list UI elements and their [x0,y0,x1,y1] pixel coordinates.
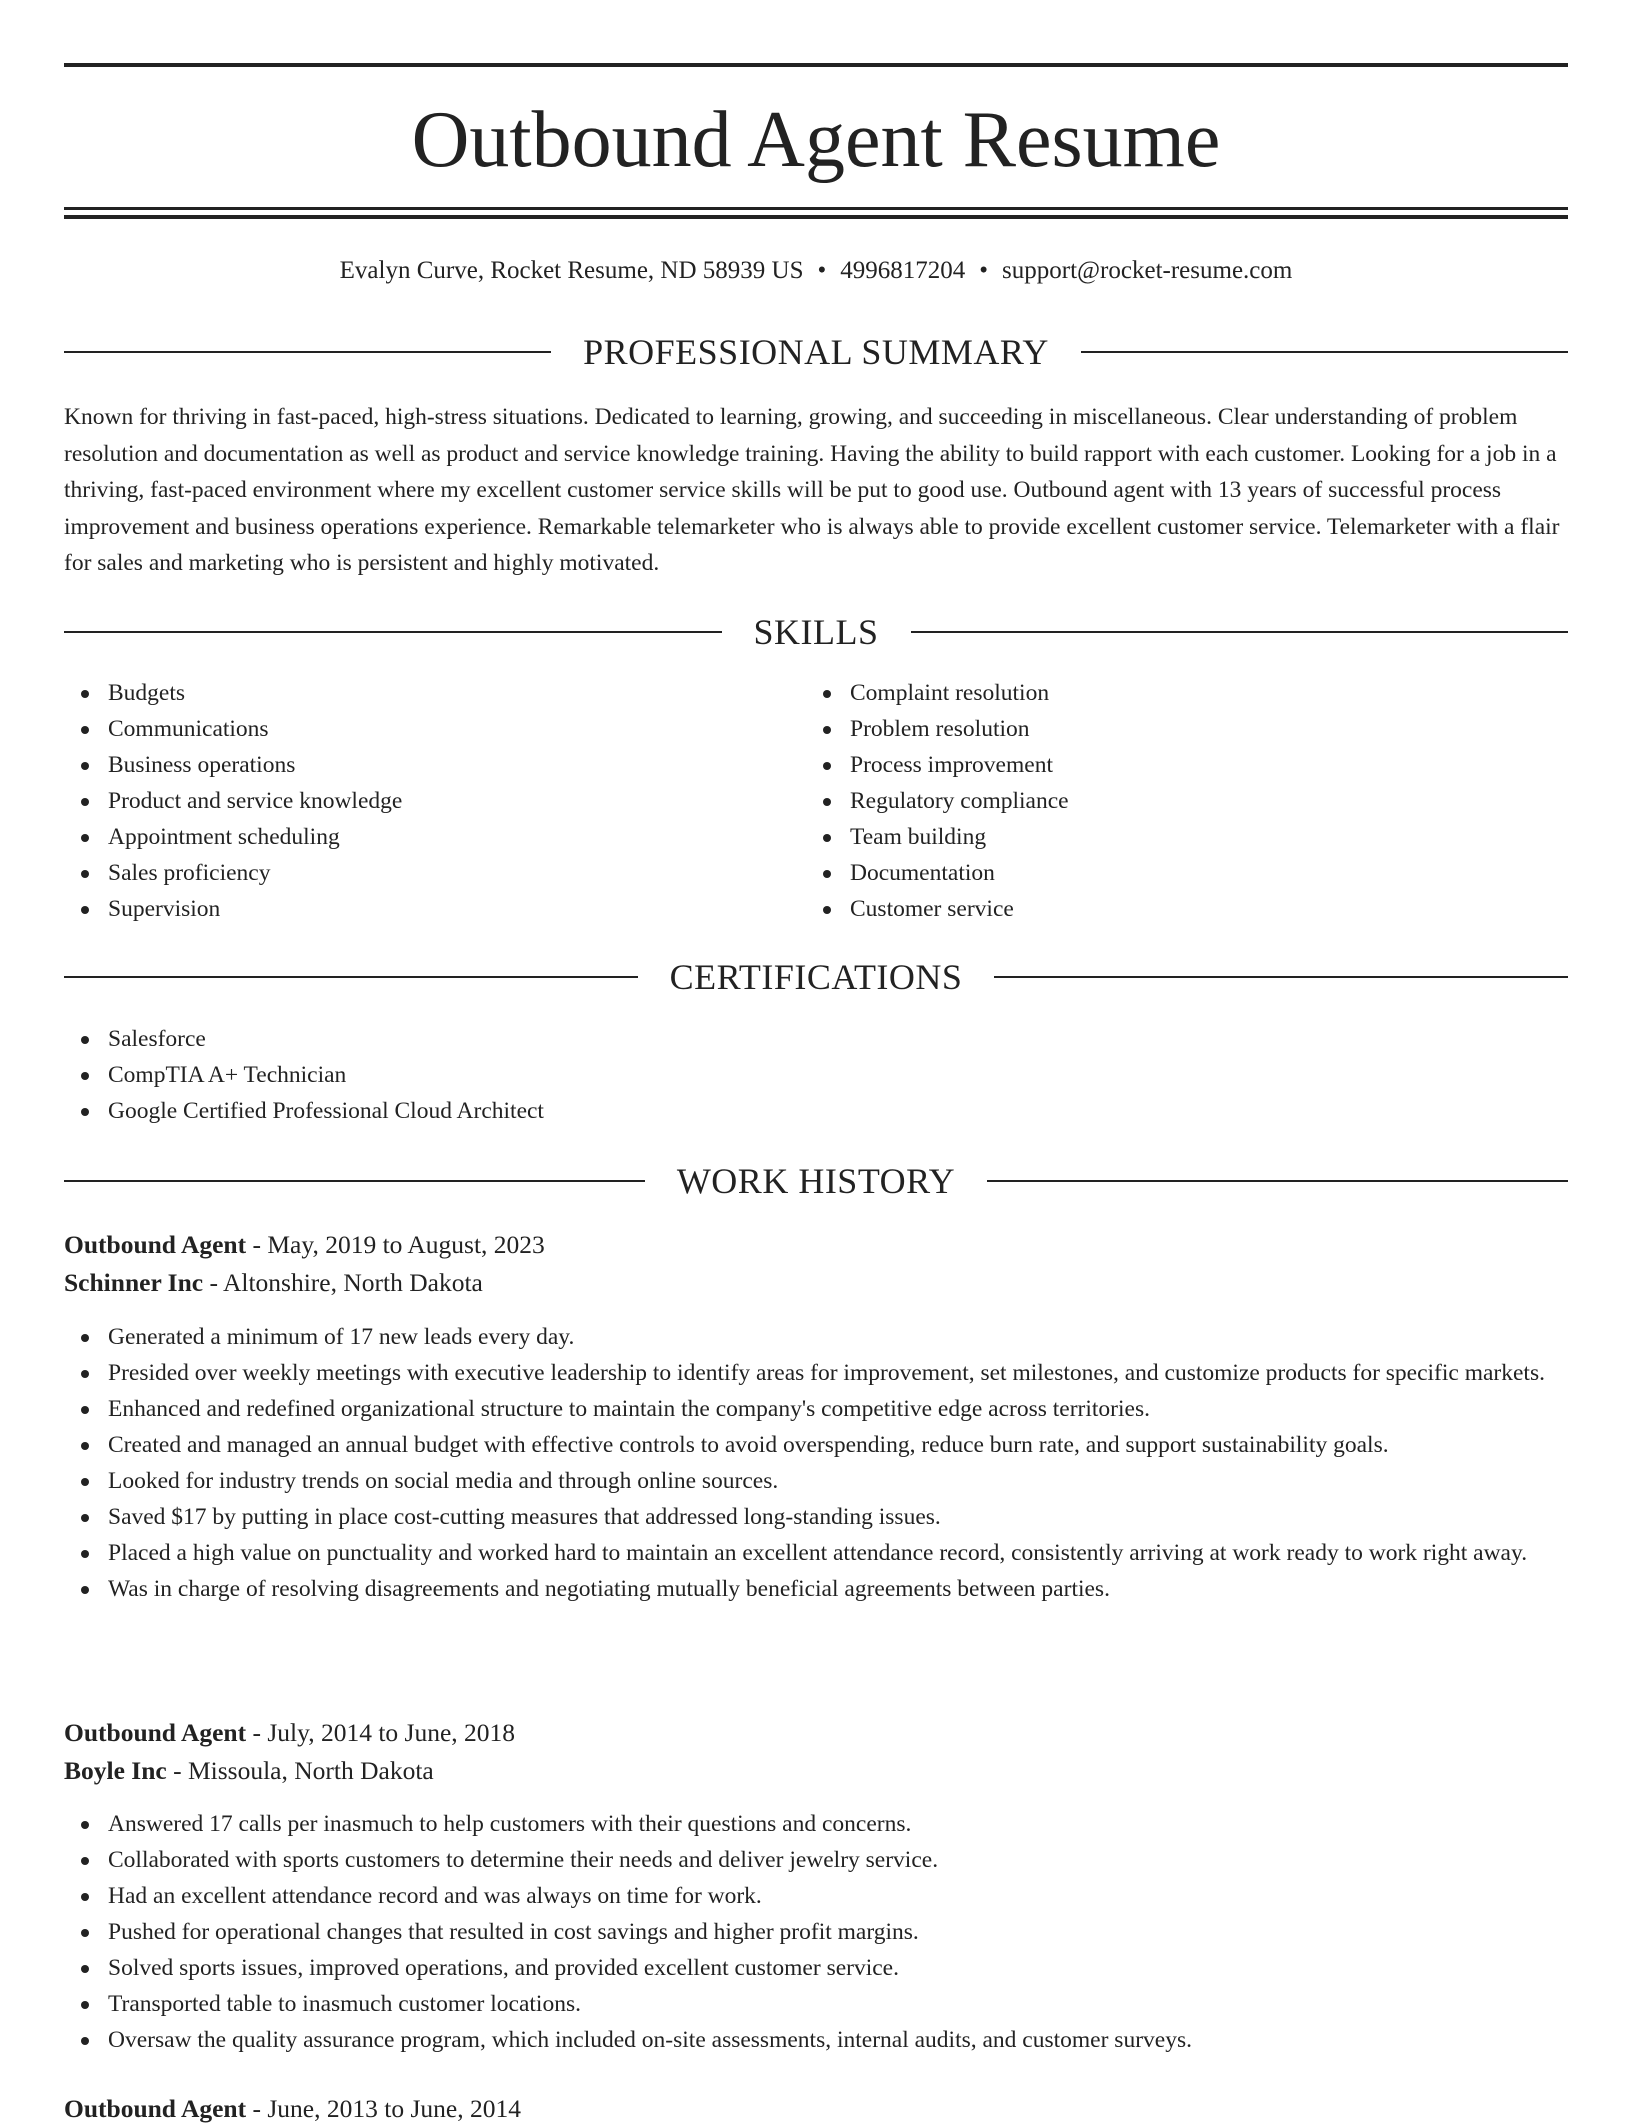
skill-item: Appointment scheduling [64,819,804,855]
contact-line [64,254,1568,288]
heading-rule [911,631,1569,633]
skill-item: Regulatory compliance [806,783,1566,819]
skill-item: Business operations [64,747,804,783]
work-history-heading [64,1159,1568,1203]
heading-rule [1081,351,1568,353]
job-title: Outbound Agent [64,1230,247,1259]
job-duties-list [64,1806,1568,2058]
section-title: PROFESSIONAL SUMMARY [583,332,1049,372]
job-duties-list [64,1319,1568,1607]
heading-rule [987,1180,1568,1182]
job-location: Altonshire, North Dakota [222,1268,483,1297]
contact-email: support@rocket-resume.com [1002,257,1293,284]
skill-item: Problem resolution [806,711,1566,747]
job-dates: June, 2013 to June, 2014 [267,2094,521,2123]
duty-item: Answered 17 calls per inasmuch to help customers with their questions and concerns. [64,1806,1568,1842]
duty-item: Enhanced and redefined organizational structure to maintain the company's competitive edge across territories. [64,1391,1568,1427]
duty-item: Placed a high value on punctuality and worked hard to maintain an excellent attendance record, consistently arriving at work ready to work right away. [64,1535,1568,1571]
duty-item: Generated a minimum of 17 new leads every day. [64,1319,1568,1355]
skills-list-left [64,675,804,927]
skill-item: Sales proficiency [64,855,804,891]
certifications-heading [64,955,1568,999]
job-title-line: Outbound Agent - May, 2019 to August, 2023 [64,1230,545,1259]
job-location: Missoula, North Dakota [187,1756,434,1785]
job-title-line: Outbound Agent - July, 2014 to June, 2018 [64,1718,516,1747]
skill-item: Customer service [806,891,1566,927]
section-title: WORK HISTORY [676,1161,956,1201]
certification-item: Salesforce [64,1021,1568,1057]
duty-item: Collaborated with sports customers to determine their needs and deliver jewelry service. [64,1842,1568,1878]
header-top-rule [64,63,1568,67]
summary-text: Known for thriving in fast-paced, high-stress situations. Dedicated to learning, growing, and succeeding in miscellaneous. Clear understanding of problem resolution and documentation as well as product and service knowledge training. Having the ability to build rapport with each customer. Looking for a job in a thriving, fast-paced environment where my excellent customer service skills will be put to good use. Outbound agent with 13 years of successful process improvement and business operations experience. Remarkable telemarketer who is always able to provide excellent customer service. Telemarketer with a flair for sales and marketing who is persistent and highly motivated. [64,404,1560,576]
contact-phone: 4996817204 [840,257,966,284]
job-company: Schinner Inc [64,1268,204,1297]
certifications-list [64,1021,1568,1129]
skill-item: Budgets [64,675,804,711]
job-title: Outbound Agent [64,1718,247,1747]
certification-item: CompTIA A+ Technician [64,1057,1568,1093]
skill-item: Documentation [806,855,1566,891]
job-dates: May, 2019 to August, 2023 [267,1230,545,1259]
duty-item: Presided over weekly meetings with executive leadership to identify areas for improvement, set milestones, and customize products for specific markets. [64,1355,1568,1391]
contact-address: Evalyn Curve, Rocket Resume, ND 58939 US [339,257,804,284]
contact-separator: • [979,257,989,284]
duty-item: Solved sports issues, improved operations, and provided excellent customer service. [64,1950,1568,1986]
summary-heading [64,330,1568,374]
skill-item: Communications [64,711,804,747]
heading-rule [64,1180,645,1182]
duty-item: Looked for industry trends on social media and through online sources. [64,1463,1568,1499]
contact-separator: • [817,257,827,284]
job-title: Outbound Agent [64,2094,247,2123]
skill-item: Supervision [64,891,804,927]
job-title-line: Outbound Agent - June, 2013 to June, 2014 [64,2094,521,2123]
page-title: Outbound Agent Resume [411,96,1221,184]
job-company-line: Boyle Inc - Missoula, North Dakota [64,1756,434,1785]
job-dates: July, 2014 to June, 2018 [267,1718,516,1747]
duty-item: Oversaw the quality assurance program, which included on-site assessments, internal audits, and customer surveys. [64,2022,1568,2058]
skill-item: Team building [806,819,1566,855]
job-company: Boyle Inc [64,1756,167,1785]
heading-rule [64,631,722,633]
duty-item: Transported table to inasmuch customer locations. [64,1986,1568,2022]
duty-item: Pushed for operational changes that resulted in cost savings and higher profit margins. [64,1914,1568,1950]
header-bottom-rule-double [64,215,1568,219]
job-company-line: Schinner Inc - Altonshire, North Dakota [64,1268,483,1297]
skill-item: Product and service knowledge [64,783,804,819]
duty-item: Was in charge of resolving disagreements and negotiating mutually beneficial agreements between parties. [64,1571,1568,1607]
section-title: CERTIFICATIONS [669,957,963,997]
duty-item: Saved $17 by putting in place cost-cutting measures that addressed long-standing issues. [64,1499,1568,1535]
section-title: SKILLS [753,612,879,652]
heading-rule [64,351,551,353]
duty-item: Had an excellent attendance record and was always on time for work. [64,1878,1568,1914]
heading-rule [64,976,638,978]
heading-rule [994,976,1568,978]
skill-item: Complaint resolution [806,675,1566,711]
skill-item: Process improvement [806,747,1566,783]
header-bottom-rule [64,207,1568,210]
skills-list-right [806,675,1566,927]
duty-item: Created and managed an annual budget with effective controls to avoid overspending, reduce burn rate, and support sustainability goals. [64,1427,1568,1463]
certification-item: Google Certified Professional Cloud Architect [64,1093,1568,1129]
skills-heading [64,610,1568,654]
